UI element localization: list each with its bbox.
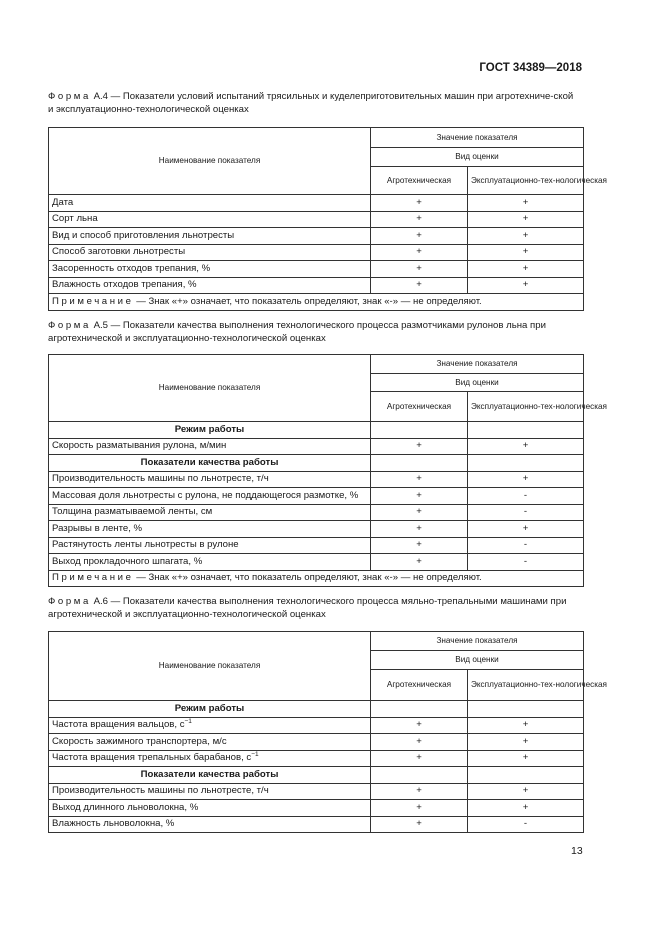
- agro-value: +: [371, 244, 468, 261]
- expl-value: +: [468, 717, 584, 734]
- form-a4-table: [48, 127, 607, 311]
- indicator-name: Влажность льноволокна, %: [49, 816, 371, 833]
- expl-value: +: [468, 244, 584, 261]
- agro-value: +: [371, 261, 468, 278]
- table-row: [49, 277, 584, 294]
- agro-value: +: [371, 488, 468, 505]
- table-row: [49, 734, 584, 751]
- agro-value: +: [371, 800, 468, 817]
- header-agro: Агротехническая: [371, 392, 468, 422]
- table-row: [49, 488, 584, 505]
- agro-value: +: [371, 750, 468, 767]
- indicator-name: Скорость разматывания рулона, м/мин: [49, 438, 371, 455]
- indicator-name: Растянутость ленты льнотресты в рулоне: [49, 537, 371, 554]
- expl-value: +: [468, 277, 584, 294]
- expl-value: +: [468, 521, 584, 538]
- table-row: [49, 537, 584, 554]
- header-kind: Вид оценки: [371, 148, 584, 167]
- agro-value: +: [371, 734, 468, 751]
- agro-value: +: [371, 228, 468, 245]
- header-value: Значение показателя: [371, 355, 584, 374]
- table-row: [49, 228, 584, 245]
- table-row: [49, 717, 584, 734]
- form-a5-note: Примечание — Знак «+» означает, что показатель определяют, знак «-» — не определяют.: [49, 570, 584, 587]
- expl-value: +: [468, 211, 584, 228]
- agro-value: +: [371, 783, 468, 800]
- table-row: [49, 750, 584, 767]
- agro-value: +: [371, 471, 468, 488]
- indicator-name: Частота вращения трепальных барабанов, $с^{-1}$: [49, 750, 371, 767]
- indicator-name: Разрывы в ленте, %: [49, 521, 371, 538]
- section-title: Показатели качества работы: [49, 767, 371, 784]
- header-expl: Эксплуатационно-тех-нологическая: [468, 670, 584, 701]
- header-value: Значение показателя: [371, 128, 584, 148]
- indicator-name: Толщина разматываемой ленты, см: [49, 504, 371, 521]
- agro-value: +: [371, 211, 468, 228]
- expl-value: -: [468, 504, 584, 521]
- expl-value: +: [468, 734, 584, 751]
- header-agro: Агротехническая: [371, 167, 468, 195]
- expl-value: -: [468, 554, 584, 571]
- section-title: Режим работы: [49, 701, 371, 718]
- table-row: [49, 195, 584, 212]
- agro-value: +: [371, 277, 468, 294]
- table-row: [49, 783, 584, 800]
- expl-value: -: [468, 488, 584, 505]
- expl-value: +: [468, 261, 584, 278]
- header-kind: Вид оценки: [371, 374, 584, 392]
- table-row: [49, 816, 584, 833]
- table-row: [49, 244, 584, 261]
- table-row: [49, 261, 584, 278]
- table-row: [49, 471, 584, 488]
- expl-value: +: [468, 195, 584, 212]
- agro-value: +: [371, 195, 468, 212]
- indicator-name: Массовая доля льнотресты с рулона, не поддающегося размотке, %: [49, 488, 371, 505]
- expl-value: +: [468, 471, 584, 488]
- form-a4-note: Примечание — Знак «+» означает, что показатель определяют, знак «-» — не определяют.: [49, 294, 584, 311]
- unit-exponent: −1: [251, 751, 259, 759]
- expl-value: -: [468, 537, 584, 554]
- expl-value: +: [468, 228, 584, 245]
- form-a5-table: [48, 354, 607, 587]
- table-row: [49, 554, 584, 571]
- indicator-name: Сорт льна: [49, 211, 371, 228]
- agro-value: +: [371, 438, 468, 455]
- header-name: Наименование показателя: [49, 128, 371, 195]
- indicator-name: Способ заготовки льнотресты: [49, 244, 371, 261]
- form-a5-caption: Форма А.5 — Показатели качества выполнения технологического процесса размотчиками рулонов льна при агротехнической и эксплуатационно-технологической оценках: [48, 320, 546, 344]
- indicator-name: Производительность машины по льнотресте, т/ч: [49, 471, 371, 488]
- section-title: Режим работы: [49, 422, 371, 439]
- form-a6-table: [48, 631, 607, 833]
- agro-value: +: [371, 816, 468, 833]
- agro-value: +: [371, 504, 468, 521]
- indicator-name: Вид и способ приготовления льнотресты: [49, 228, 371, 245]
- indicator-name: Частота вращения вальцов, $с^{-1}$: [49, 717, 371, 734]
- page-number: 13: [571, 845, 583, 857]
- header-name: Наименование показателя: [49, 355, 371, 422]
- header-expl: Эксплуатационно-тех-нологическая: [468, 392, 584, 422]
- form-a4-caption: Форма А.4 — Показатели условий испытаний трясильных и куделеприготовительных машин при агротехниче-ской и эксплуатационно-технологической оценках: [48, 91, 574, 115]
- standard-number: ГОСТ 34389—2018: [479, 62, 582, 74]
- agro-value: +: [371, 537, 468, 554]
- table-row: [49, 521, 584, 538]
- header-name: Наименование показателя: [49, 632, 371, 701]
- indicator-name: Засоренность отходов трепания, %: [49, 261, 371, 278]
- agro-value: +: [371, 554, 468, 571]
- table-row: [49, 800, 584, 817]
- indicator-name: Скорость зажимного транспортера, м/с: [49, 734, 371, 751]
- indicator-name: Дата: [49, 195, 371, 212]
- header-kind: Вид оценки: [371, 651, 584, 670]
- header-value: Значение показателя: [371, 632, 584, 651]
- header-expl: Эксплуатационно-тех-нологическая: [468, 167, 584, 195]
- expl-value: +: [468, 783, 584, 800]
- expl-value: +: [468, 800, 584, 817]
- table-row: [49, 504, 584, 521]
- indicator-name: Выход прокладочного шпагата, %: [49, 554, 371, 571]
- unit-exponent: −1: [184, 718, 192, 726]
- indicator-name: Производительность машины по льнотресте, т/ч: [49, 783, 371, 800]
- agro-value: +: [371, 521, 468, 538]
- section-title: Показатели качества работы: [49, 455, 371, 472]
- expl-value: -: [468, 816, 584, 833]
- header-agro: Агротехническая: [371, 670, 468, 701]
- table-row: [49, 211, 584, 228]
- indicator-name: Влажность отходов трепания, %: [49, 277, 371, 294]
- form-a6-caption: Форма А.6 — Показатели качества выполнения технологического процесса мяльно-трепальными машинами при агротехнической и эксплуатационно-технологической оценках: [48, 596, 567, 620]
- agro-value: +: [371, 717, 468, 734]
- expl-value: +: [468, 750, 584, 767]
- table-row: [49, 438, 584, 455]
- expl-value: +: [468, 438, 584, 455]
- indicator-name: Выход длинного льноволокна, %: [49, 800, 371, 817]
